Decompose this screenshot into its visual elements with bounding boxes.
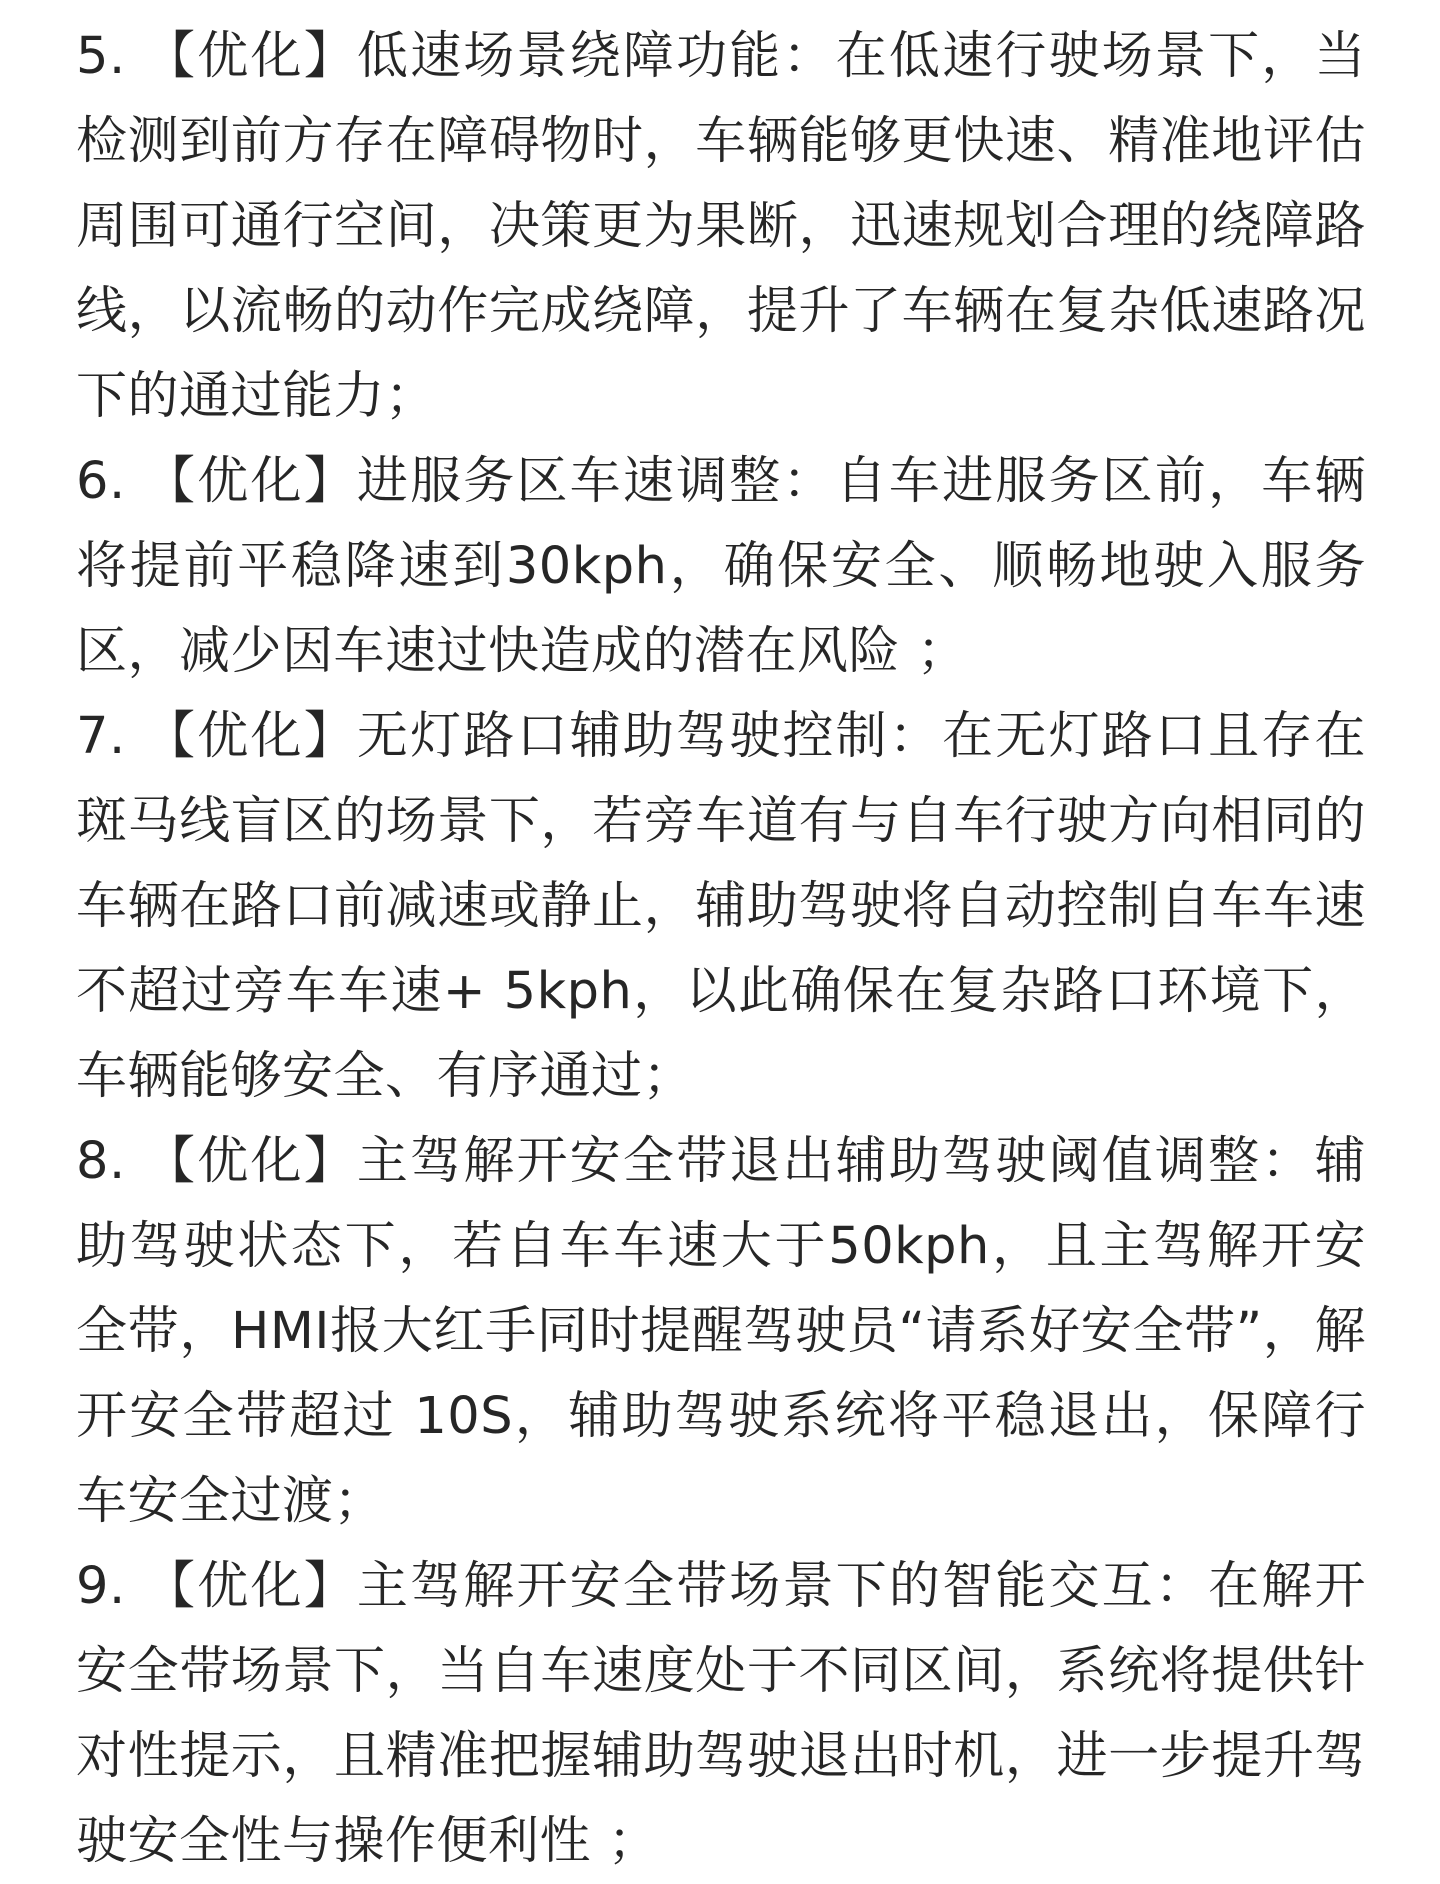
item-text: 主驾解开安全带退出辅助驾驶阈值调整：辅助驾驶状态下，若自车车速大于50kph，且主驾解开安全带，HMI报大红手同时提醒驾驶员“请系好安全带”，解开安全带超过 10S，辅助驾驶系统将平稳退出，保障行车安全过渡； xyxy=(76,1132,1366,1531)
list-item-5 xyxy=(76,14,1366,439)
list-item-6 xyxy=(76,439,1366,694)
item-tag: 【优化】 xyxy=(144,27,357,86)
item-number: 5. xyxy=(76,27,126,86)
item-text: 无灯路口辅助驾驶控制：在无灯路口且存在斑马线盲区的场景下，若旁车道有与自车行驶方向相同的车辆在路口前减速或静止，辅助驾驶将自动控制自车车速不超过旁车车速+ 5kph，以此确保在复杂路口环境下，车辆能够安全、有序通过； xyxy=(76,707,1366,1106)
item-tag: 【优化】 xyxy=(144,707,357,766)
list-item-9 xyxy=(76,1544,1366,1884)
item-tag: 【优化】 xyxy=(144,452,357,511)
item-tag: 【优化】 xyxy=(144,1132,357,1191)
item-number: 9. xyxy=(76,1557,126,1616)
list-item-8 xyxy=(76,1119,1366,1544)
list-item-7 xyxy=(76,694,1366,1119)
item-text: 主驾解开安全带场景下的智能交互：在解开安全带场景下，当自车速度处于不同区间，系统将提供针对性提示，且精准把握辅助驾驶退出时机，进一步提升驾驶安全性与操作便利性 ； xyxy=(76,1557,1366,1871)
item-number: 6. xyxy=(76,452,126,511)
item-number: 7. xyxy=(76,707,126,766)
item-number: 8. xyxy=(76,1132,126,1191)
document-body xyxy=(76,14,1366,1884)
item-tag: 【优化】 xyxy=(144,1557,357,1616)
item-text: 低速场景绕障功能：在低速行驶场景下，当检测到前方存在障碍物时，车辆能够更快速、精准地评估周围可通行空间，决策更为果断，迅速规划合理的绕障路线，以流畅的动作完成绕障，提升了车辆在复杂低速路况下的通过能力； xyxy=(76,27,1366,426)
item-text: 进服务区车速调整：自车进服务区前，车辆将提前平稳降速到30kph，确保安全、顺畅地驶入服务区，减少因车速过快造成的潜在风险 ； xyxy=(76,452,1366,681)
